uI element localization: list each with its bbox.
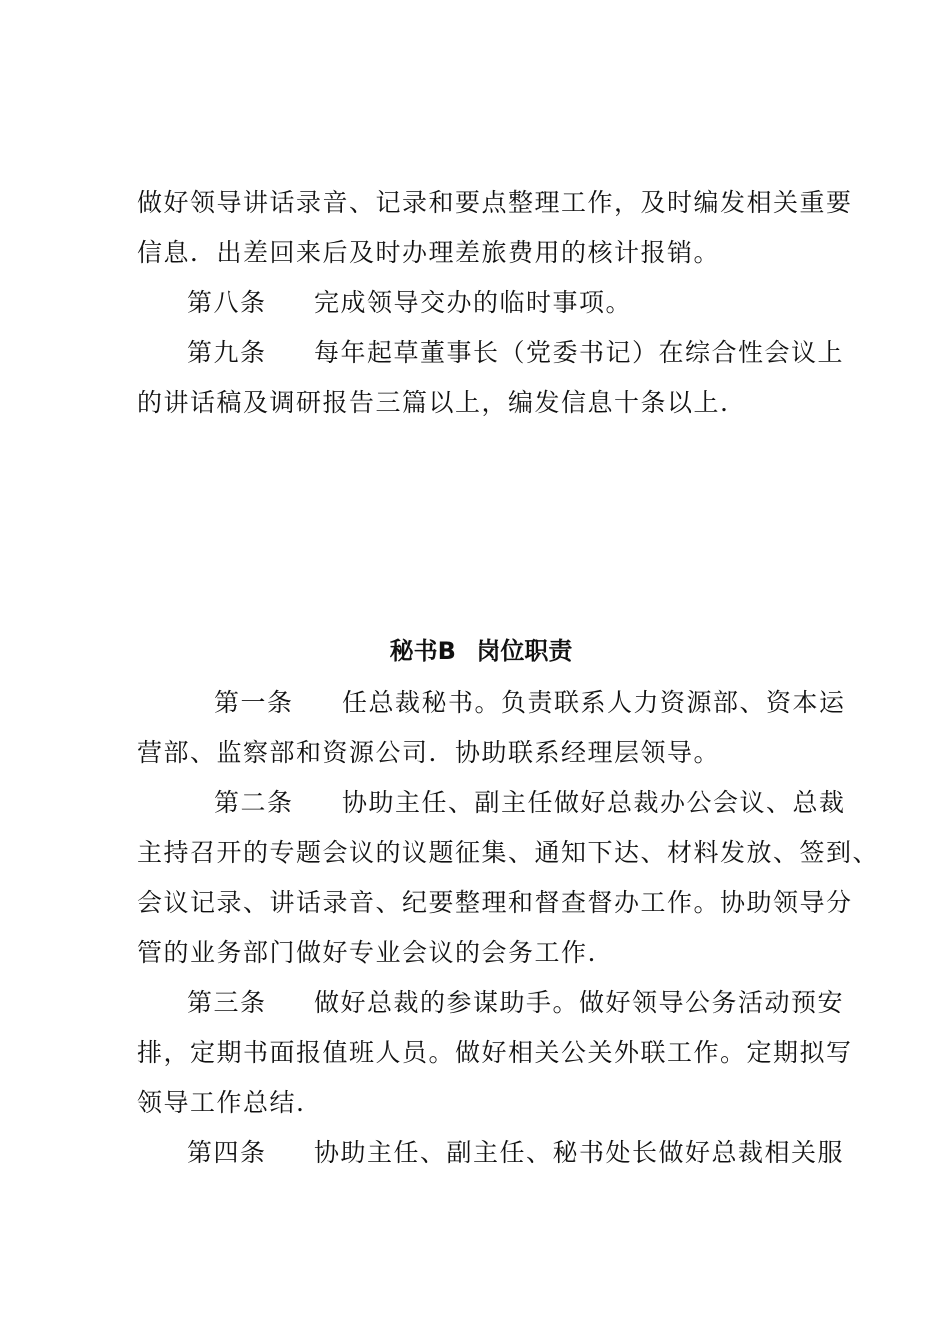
- article-4-label: 第四条: [187, 1138, 267, 1167]
- article-4-line: 协助主任、副主任、秘书处长做好总裁相关服: [314, 1138, 845, 1167]
- article-3-line: 排，定期书面报值班人员。做好相关公关外联工作。定期拟写: [137, 1038, 853, 1067]
- article-9-line: 每年起草董事长（党委书记）在综合性会议上: [314, 338, 845, 367]
- article-2-line: 协助主任、副主任做好总裁办公会议、总裁: [342, 788, 846, 817]
- article-2-line: 主持召开的专题会议的议题征集、通知下达、材料发放、签到、: [137, 838, 880, 867]
- article-3-line: 做好总裁的参谋助手。做好领导公务活动预安: [314, 988, 845, 1017]
- article-9-label: 第九条: [187, 338, 267, 367]
- paragraph-line: 做好领导讲话录音、记录和要点整理工作，及时编发相关重要: [137, 188, 853, 217]
- section-title: [0, 636, 950, 666]
- section-title-text: 岗位职责: [476, 637, 573, 665]
- article-1-line: 任总裁秘书。负责联系人力资源部、资本运: [342, 688, 846, 717]
- article-9-line: 的讲话稿及调研报告三篇以上，编发信息十条以上.: [137, 388, 730, 417]
- article-8-label: 第八条: [187, 288, 267, 317]
- paragraph-line: 信息．出差回来后及时办理差旅费用的核计报销。: [137, 238, 721, 267]
- article-3-line: 领导工作总结.: [137, 1088, 306, 1117]
- article-2-line: 会议记录、讲话录音、纪要整理和督查督办工作。协助领导分: [137, 888, 853, 917]
- article-1-line: 营部、监察部和资源公司．协助联系经理层领导。: [137, 738, 721, 767]
- article-2-label: 第二条: [214, 788, 294, 817]
- article-8-line: 完成领导交办的临时事项。: [314, 288, 633, 317]
- article-1-label: 第一条: [214, 688, 294, 717]
- article-2-line: 管的业务部门做好专业会议的会务工作.: [137, 938, 597, 967]
- section-title-code: 秘书B: [389, 637, 456, 665]
- article-3-label: 第三条: [187, 988, 267, 1017]
